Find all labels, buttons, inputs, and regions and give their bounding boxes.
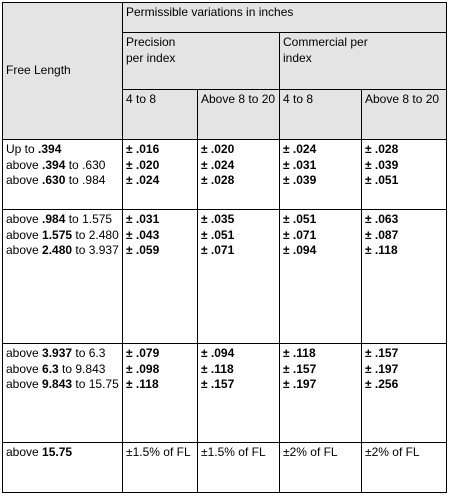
tolerance-value: ± .157: [365, 346, 399, 360]
free-length-header-label: Free Length: [6, 63, 71, 78]
tolerance-value: ± .031: [283, 157, 317, 172]
tolerance-value: ± .024: [126, 173, 160, 187]
tolerance-value: ±1.5% of FL: [126, 445, 191, 459]
tolerance-value: ± .197: [283, 377, 317, 391]
free-length-cell: [3, 443, 123, 493]
tolerance-value: ± .118: [283, 346, 316, 360]
tolerance-value: ± .031: [126, 212, 160, 226]
precision-header: [123, 33, 280, 90]
precision-above-8-cell: [198, 140, 280, 210]
commercial-4-to-8-cell: [280, 140, 362, 210]
free-length-cell: [3, 344, 123, 443]
tolerance-value: ± .256: [365, 377, 399, 391]
precision-header-label: Precision per index: [126, 35, 176, 65]
precision-4-to-8-cell: [123, 210, 198, 344]
tolerance-value: ± .020: [126, 157, 160, 172]
table-row: [3, 140, 447, 210]
tolerance-value: ± .118: [201, 361, 234, 376]
commercial-4-to-8-cell: [280, 344, 362, 443]
tolerance-value: ± .024: [201, 157, 235, 172]
free-length-range: Up to .394: [6, 142, 62, 156]
tolerance-value: ± .043: [126, 227, 160, 242]
precision-4-to-8-header: [123, 90, 198, 140]
commercial-above-8-cell: [362, 210, 447, 344]
commercial-header-label: Commercial per index: [283, 35, 368, 65]
commercial-header: [280, 33, 447, 90]
commercial-4-to-8-cell: [280, 443, 362, 493]
tolerance-value: ± .098: [126, 361, 160, 376]
tolerance-value: ± .051: [201, 227, 235, 242]
permissible-variations-header: [123, 3, 447, 33]
free-length-range: above 9.843 to 15.75: [6, 377, 119, 391]
commercial-above-8-to-20-header: [362, 90, 447, 140]
spring-tolerance-table: [2, 2, 447, 493]
precision-above-8-cell: [198, 210, 280, 344]
tolerance-value: ± .197: [365, 361, 399, 376]
precision-4-to-8-cell: [123, 140, 198, 210]
tolerance-value: ± .071: [283, 227, 317, 242]
commercial-above-8-cell: [362, 140, 447, 210]
tolerance-value: ± .051: [365, 173, 399, 187]
free-length-range: above 1.575 to 2.480: [6, 227, 119, 242]
tolerance-value: ±2% of FL: [283, 445, 338, 459]
commercial-4-to-8-cell: [280, 210, 362, 344]
tolerance-value: ± .071: [201, 243, 235, 257]
precision-4-to-8-cell: [123, 344, 198, 443]
free-length-header: [3, 3, 123, 140]
free-length-range: above 2.480 to 3.937: [6, 243, 119, 257]
commercial-4-to-8-header: [280, 90, 362, 140]
precision-above-8-cell: [198, 344, 280, 443]
commercial-above-8-cell: [362, 344, 447, 443]
col-label: Above 8 to 20: [201, 92, 276, 106]
free-length-range: above 6.3 to 9.843: [6, 361, 106, 376]
tolerance-value: ± .028: [201, 173, 235, 187]
tolerance-value: ± .020: [201, 142, 235, 156]
free-length-range: above .394 to .630: [6, 157, 106, 172]
table-row: [3, 443, 447, 493]
tolerance-value: ± .079: [126, 346, 160, 360]
tolerance-value: ± .118: [126, 377, 159, 391]
free-length-range: above 15.75: [6, 445, 73, 459]
tolerance-value: ± .059: [126, 243, 160, 257]
tolerance-value: ± .035: [201, 212, 235, 226]
permissible-variations-label: Permissible variations in inches: [126, 5, 294, 19]
table-row: [3, 344, 447, 443]
free-length-range: above .984 to 1.575: [6, 212, 113, 226]
tolerance-value: ± .094: [201, 346, 235, 360]
tolerance-value: ± .039: [365, 157, 399, 172]
tolerance-value: ± .024: [283, 142, 317, 156]
tolerance-value: ± .118: [365, 243, 398, 257]
free-length-cell: [3, 210, 123, 344]
tolerance-value: ± .051: [283, 212, 317, 226]
tolerance-value: ± .157: [283, 361, 317, 376]
precision-4-to-8-cell: [123, 443, 198, 493]
tolerance-value: ±2% of FL: [365, 445, 420, 459]
col-label: 4 to 8: [126, 92, 157, 106]
col-label: Above 8 to 20: [365, 92, 440, 106]
tolerance-value: ± .157: [201, 377, 235, 391]
precision-above-8-to-20-header: [198, 90, 280, 140]
precision-above-8-cell: [198, 443, 280, 493]
tolerance-value: ± .063: [365, 212, 399, 226]
col-label: 4 to 8: [283, 92, 314, 106]
tolerance-value: ± .087: [365, 227, 399, 242]
tolerance-value: ± .094: [283, 243, 317, 257]
tolerance-value: ± .039: [283, 173, 317, 187]
free-length-range: above 3.937 to 6.3: [6, 346, 106, 360]
tolerance-value: ±1.5% of FL: [201, 445, 266, 459]
commercial-above-8-cell: [362, 443, 447, 493]
free-length-range: above .630 to .984: [6, 173, 106, 187]
free-length-cell: [3, 140, 123, 210]
tolerance-value: ± .028: [365, 142, 399, 156]
tolerance-value: ± .016: [126, 142, 160, 156]
table-row: [3, 210, 447, 344]
